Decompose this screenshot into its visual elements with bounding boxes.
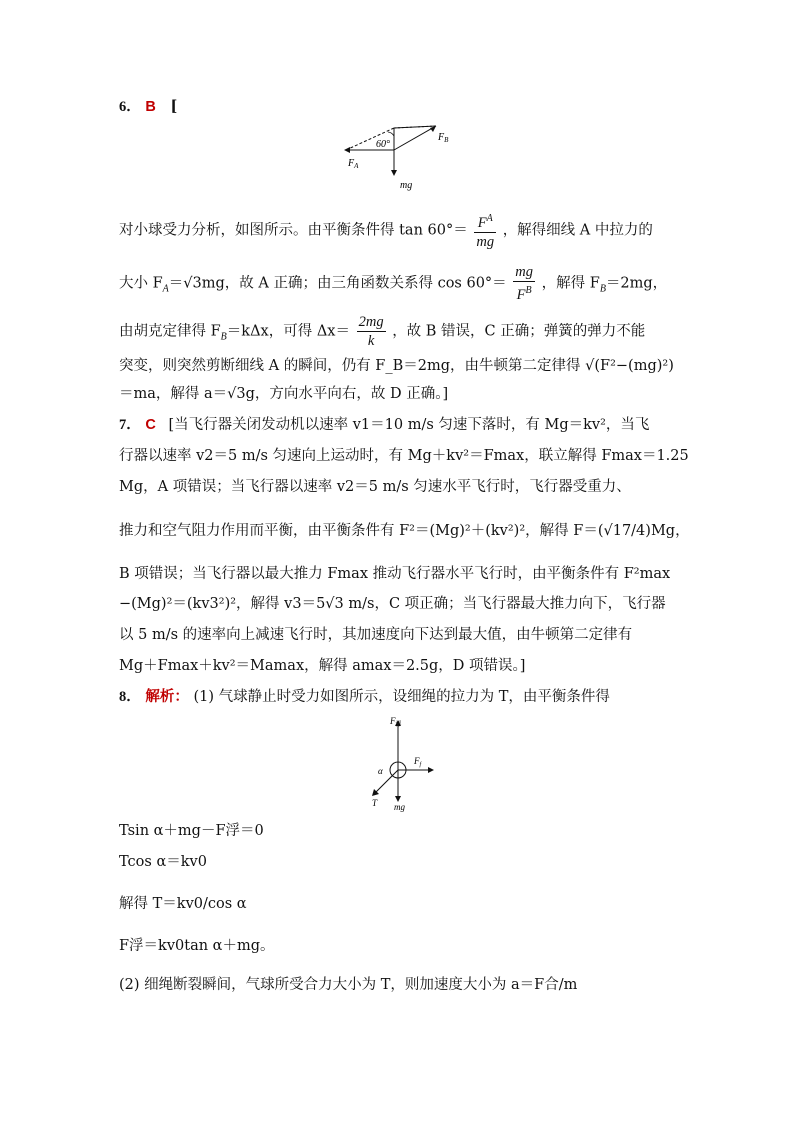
q6-header <box>119 96 177 118</box>
q6-line-3: 由胡克定律得 $F_B=k\Delta x$，可得 Δx＝ $\frac{2mg}{k}$ ，故 B 错误，C 正确；弹簧的弹力不能 <box>119 314 646 349</box>
q7-line-2: 行器以速率 v2＝5 m/s 匀速向上运动时，有 Mg＋kv²＝Fmax，联立解得 Fmax＝1.25 <box>119 448 689 464</box>
q7-line-4: 推力和空气阻力作用而平衡，由平衡条件有 F²＝(Mg)²＋(kv²)²，解得 F＝(√17/4)Mg， <box>119 523 690 539</box>
q8-line-1: 8． 解析： (1) 气球静止时受力如图所示，设细绳的拉力为 T，由平衡条件得 <box>119 689 610 705</box>
q7-answer: C <box>145 417 156 433</box>
q6-number: 6． <box>119 99 141 115</box>
q6-line-5: ＝ma，解得 a＝√3g，方向水平向右，故 D 正确。] <box>119 386 449 402</box>
q6-line-2: 大小 $F_A=√3mg$，故 A 正确；由三角函数关系得 cos 60°＝ $\frac{mg}{F^B}$ ，解得 $F_B=2mg$， <box>119 264 668 303</box>
q6-force-diagram <box>340 120 470 200</box>
q8-eq-1: Tsin α＋mg－F浮＝0 <box>119 823 264 839</box>
q6-answer: B <box>145 99 156 115</box>
q8-alpha-label: α <box>378 766 383 776</box>
q7-number: 7． <box>119 417 141 433</box>
q7-line-1: 7． C [当飞行器关闭发动机以速率 v1＝10 m/s 匀速下落时，有 Mg＝kv²，当飞 <box>119 417 650 433</box>
q6-frac-fa-mg: $\frac{F^A}{mg}$ <box>474 210 496 251</box>
q7-line-5: B 项错误；当飞行器以最大推力 Fmax 推动飞行器水平飞行时，由平衡条件有 F²max <box>119 566 671 582</box>
q8-eq-4: F浮＝kv0tan α＋mg。 <box>119 938 275 954</box>
q8-eq-3: 解得 T＝kv0/cos α <box>119 896 247 912</box>
q7-line-7: 以 5 m/s 的速率向上减速飞行时，其加速度向下达到最大值，由牛顿第二定律有 <box>119 627 633 643</box>
q6-mg-label: mg <box>400 180 413 191</box>
q6-angle-label: 60° <box>376 139 390 150</box>
q8-force-diagram <box>358 712 438 812</box>
q7-line-8: Mg＋Fmax＋kv²＝Mamax，解得 amax＝2.5g，D 项错误。] <box>119 658 526 674</box>
q8-label: 解析： <box>145 689 189 705</box>
q6-fb-label: $F_B$ <box>438 132 449 144</box>
q7-line-6: −(Mg)²＝(kv3²)²，解得 v3＝5√3 m/s，C 项正确；当飞行器最大推力向下，飞行器 <box>119 596 666 612</box>
q6-frac-mg-fb: $\frac{mg}{F^B}$ <box>515 264 534 303</box>
q8-ff-label: $F_f$ <box>414 756 422 768</box>
q6-fa-label: $F_A$ <box>348 158 359 170</box>
q6-line-4: 突变，则突然剪断细线 A 的瞬间，仍有 F_B＝2mg，由牛顿第二定律得 √(F²−(mg)²) <box>119 358 674 374</box>
q6-bracket: [ <box>170 98 178 115</box>
q6-line-1: 对小球受力分析，如图所示。由平衡条件得 tan 60°＝ $\frac{F^A}{mg}$ ，解得细线 A 中拉力的 <box>119 210 653 251</box>
q8-eq-2: Tcos α＝kv0 <box>119 854 207 870</box>
q7-line-3: Mg，A 项错误；当飞行器以速率 v2＝5 m/s 匀速水平飞行时，飞行器受重力、 <box>119 479 631 495</box>
q8-number: 8． <box>119 689 141 705</box>
q8-t-label: T <box>372 798 378 808</box>
q6-frac-2mg-k: $\frac{2mg}{k}$ <box>358 314 384 349</box>
q8-line-2: (2) 细绳断裂瞬间，气球所受合力大小为 T，则加速度大小为 a＝F合/m <box>119 977 578 993</box>
q8-mg-label: mg <box>394 802 405 812</box>
q8-ffu-label: $F_浮$ <box>390 716 402 728</box>
